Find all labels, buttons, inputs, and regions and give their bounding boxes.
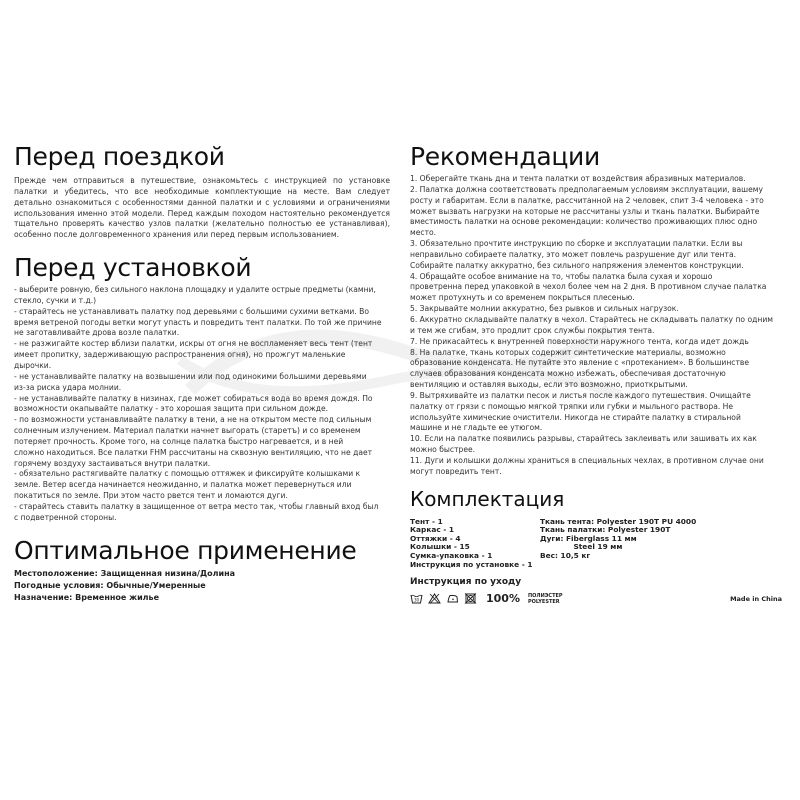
setup-line: дырочки.	[14, 360, 52, 370]
care-icons-row	[410, 592, 782, 605]
recommendation-line: могут повредить тент.	[410, 466, 502, 476]
recommendation-line: вместимость палатки на основе рекомендации: количество проживающих плюс одно	[410, 217, 758, 227]
recommendation-line: 7. Не прикасайтесь к внутренней поверхности наружного тента, когда идет дождь	[410, 336, 749, 346]
recommendation-line: может вызвать нагрузки на которые не рассчитаны узлы и ткань палатки. Выбирайте	[410, 206, 760, 216]
setup-line: не заготавливайте дрова возле палатки.	[14, 328, 180, 338]
setup-line: покатиться по земле. При этом часто рвется тент и ломаются дуги.	[14, 491, 288, 501]
optimal-purpose: Назначение: Временное жилье	[14, 592, 160, 602]
material-en: POLYESTER	[527, 598, 560, 605]
care-heading: Инструкция по уходу	[410, 577, 522, 588]
recommendation-line: 9. Вытряхивайте из палатки песок и листья после каждого путешествия. Очищайте	[410, 390, 751, 400]
recommendation-line: неправильно собираете палатку, это может повлечь разрушение дуг или тента.	[410, 249, 737, 259]
recommendation-line: место.	[410, 228, 437, 238]
recommendation-line: 2. Палатка должна соответствовать предполагаемым условиям эксплуатации, вашему	[410, 184, 763, 194]
recommendations-list	[410, 174, 782, 478]
recommendation-line: машине и не гладьте ее утюгом.	[410, 423, 543, 433]
recommendation-line: вентиляцию и оставляя выходы, если это возможно, приоткрытыми.	[410, 380, 688, 390]
recommendation-line: 11. Дуги и колышки должны храниться в специальных чехлах, в противном случае они	[410, 455, 764, 465]
setup-line: стекло, сучки и т.д.)	[14, 295, 97, 305]
kit-item: Оттяжки - 4	[410, 533, 461, 543]
left-column	[14, 140, 390, 604]
setup-line: время ветреной погоды ветки могут упасть и повредить тент палатки. По той же причине	[14, 317, 382, 327]
kit-spec: Steel 19 мм	[540, 542, 623, 552]
material-ru: ПОЛИЭСТЕР	[527, 592, 563, 599]
recommendation-line: 5. Закрывайте молнии аккуратно, без рывков и сильных нагрузок.	[410, 304, 679, 314]
recommendation-line: проветренна перед упаковкой в чехол более чем на 2 дня. В противном случае палатка	[410, 282, 767, 292]
kit-item: Сумка-упаковка - 1	[410, 551, 493, 560]
recommendation-line: случаев образования конденсата можно избежать, обеспечивая достаточную	[410, 369, 726, 379]
recommendation-line: 10. Если на палатке появились разрывы, старайтесь заклеивать или зашивать их как	[410, 434, 757, 444]
recommendation-line: 3. Обязательно прочтите инструкцию по сборке и эксплуатации палатки. Если вы	[410, 239, 743, 249]
svg-text:30: 30	[413, 597, 420, 603]
no-bleach-icon	[428, 593, 441, 604]
material-label	[528, 593, 563, 605]
kit-heading: Комплектация	[410, 486, 565, 511]
kit-specs-column	[540, 518, 750, 570]
setup-line: из-за риска удара молнии.	[14, 382, 122, 392]
recommendation-line: 4. Обращайте особое внимание на то, чтобы палатка была сухая и хорошо	[410, 271, 713, 281]
recommendation-line: используйте химические очистители. Никогда не стирайте палатку в стиральной	[410, 412, 741, 422]
made-in-label: Made in China	[730, 595, 782, 604]
optimal-use-list	[14, 568, 390, 604]
setup-line: имеет пропитку, задерживающую распространения огня), но прожгут маленькие	[14, 350, 346, 360]
recommendation-line: 6. Аккуратно складывайте палатку в чехол. Старайтесь не складывать палатку по одним	[410, 314, 773, 324]
recommendation-line: можно быстрее.	[410, 445, 476, 455]
recommendation-line: Собирайте палатку аккуратно, без сильного напряжения элементов конструкции.	[410, 260, 744, 270]
recommendation-line: образование конденсата. Не путайте это явление с «протеканием». В большинстве	[410, 358, 750, 368]
recommendations-heading: Рекомендации	[410, 142, 600, 171]
recommendation-line: и тем же сгибам, это продлит срок службы покрытия тента.	[410, 325, 655, 335]
setup-line: - не устанавливайте палатку на возвышении или под одинокими большими деревьями	[14, 371, 367, 381]
optimal-use-heading: Оптимальное применение	[14, 535, 357, 565]
setup-line: - по возможности устанавливайте палатку в тени, а не на открытом месте под сильным	[14, 415, 372, 425]
iron-low-icon	[446, 593, 459, 604]
setup-line: возможности окапывайте палатку - это хорошая защита при сильном дожде.	[14, 404, 329, 414]
wash-30-icon	[410, 593, 423, 604]
recommendation-line: палатку от грязи с помощью мягкой тряпки или губки и мыльного раствора. Не	[410, 401, 734, 411]
setup-line: - выберите ровную, без сильного наклона площадку и удалите острые предметы (камни,	[14, 285, 376, 295]
optimal-location: Местоположение: Защищенная низина/Долина	[14, 568, 235, 578]
setup-line: земле. Ветер всегда начинается неожиданно, и палатка может перевернуться или	[14, 480, 352, 490]
optimal-weather: Погодные условия: Обычные/Умеренные	[14, 580, 206, 590]
recommendation-line: 8. На палатке, ткань которых содержит синтетические материалы, возможно	[410, 347, 726, 357]
kit-table	[410, 518, 782, 570]
care-section	[410, 577, 782, 605]
no-tumble-dry-icon	[464, 593, 477, 604]
right-column	[410, 140, 782, 605]
kit-spec: Ткань палатки: Polyester 190T	[540, 525, 671, 535]
kit-item: Колышки - 15	[410, 542, 470, 552]
kit-items-column	[410, 518, 540, 570]
setup-line: с подветренной стороны.	[14, 512, 117, 522]
setup-line: - старайтесь ставить палатку в защищенное от ветра место так, чтобы главный вход был	[14, 501, 379, 511]
setup-line: горячему воздуху застаиваться внутри палатки.	[14, 458, 211, 468]
kit-spec: Ткань тента: Polyester 190T PU 4000	[540, 516, 697, 526]
kit-item: Тент - 1	[410, 516, 443, 526]
recommendation-line: росту и габаритам. Если в палатке, рассчитанной на 2 человек, спит 3-4 человека - это	[410, 195, 764, 205]
before-setup-list	[14, 285, 390, 524]
recommendation-line: 1. Оберегайте ткань дна и тента палатки от воздействия абразивных материалов.	[410, 174, 746, 183]
recommendation-line: может протухнуть и со временем покрыться плесенью.	[410, 293, 635, 303]
before-trip-heading: Перед поездкой	[14, 142, 225, 171]
material-percent: 100%	[486, 592, 520, 606]
kit-spec: Дуги: Fiberglass 11 мм	[540, 533, 637, 543]
setup-line: - не устанавливайте палатку в низинах, где может собираться вода во время дождя. По	[14, 393, 373, 403]
setup-line: сложно находиться. Все палатки FHM рассчитаны на сквозную вентиляцию, что не дает	[14, 447, 373, 457]
setup-line: солнечным излучением. Материал палатки начнет выгорать (старетъ) и со временем	[14, 426, 361, 436]
before-trip-text: Прежде чем отправиться в путешествие, ознакомьтесь с инструкцией по установке палатки и убедитесь, что все необходимые комплектующие на месте. Вам следует детально ознакомиться с особенностями данной палатки и с условиями и ограничениями использования именно этой модели. Перед каждым походом настоятельно рекомендуется тщательно проверять качество узлов палатки (желательно полностью ее устанавливая), особенно после долговременного хранения или перед первым использованием.	[14, 176, 390, 240]
kit-item: Инструкция по установке - 1	[410, 559, 533, 569]
setup-line: - старайтесь не устанавливать палатку под деревьями с большими сухими ветками. Во	[14, 306, 369, 316]
setup-line: - не разжигайте костер вблизи палатки, искры от огня не воспламеняет весь тент (тент	[14, 339, 373, 349]
kit-item: Каркас - 1	[410, 525, 455, 535]
setup-line: - обязательно растягивайте палатку с помощью оттяжек и фиксируйте колышками к	[14, 469, 361, 479]
setup-line: потеряет прочность. Кроме того, на солнце палатка быстро нагревается, и в ней	[14, 436, 344, 446]
before-setup-heading: Перед установкой	[14, 253, 252, 283]
kit-spec: Вес: 10,5 кг	[540, 551, 591, 560]
